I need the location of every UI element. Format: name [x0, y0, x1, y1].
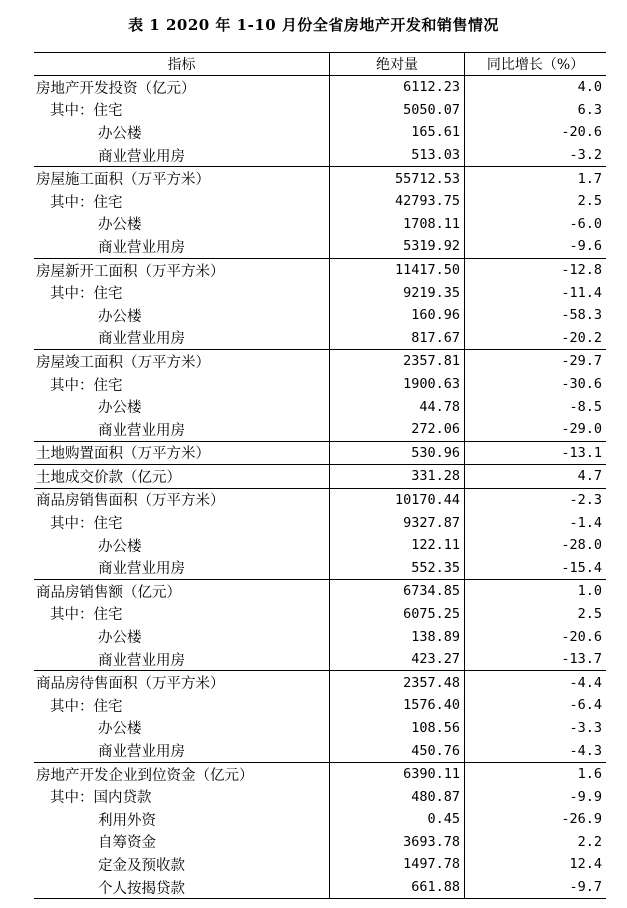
row-growth-value: -9.6	[464, 235, 606, 258]
row-label: 房屋施工面积（万平方米）	[36, 172, 210, 189]
row-absolute-value: 10170.44	[329, 489, 464, 512]
row-absolute-value: 530.96	[329, 442, 464, 465]
row-absolute-value: 9327.87	[329, 511, 464, 534]
row-growth-value: -13.7	[464, 648, 606, 671]
table-row	[34, 327, 606, 351]
table-row	[34, 304, 606, 327]
row-label: 其中：住宅	[50, 698, 123, 715]
table-row	[34, 76, 606, 99]
row-label: 土地成交价款（亿元）	[36, 469, 181, 486]
row-absolute-value: 44.78	[329, 395, 464, 418]
row-growth-value: -15.4	[464, 556, 606, 579]
row-absolute-value: 6390.11	[329, 763, 464, 786]
row-growth-value: -26.9	[464, 808, 606, 831]
row-absolute-value: 552.35	[329, 556, 464, 579]
row-growth-value: -8.5	[464, 395, 606, 418]
row-label: 房地产开发企业到位资金（亿元）	[36, 767, 254, 784]
row-growth-value: -30.6	[464, 373, 606, 396]
row-growth-value: -12.8	[464, 259, 606, 282]
row-growth-value: -29.0	[464, 418, 606, 441]
row-growth-value: -20.2	[464, 327, 606, 350]
row-label: 办公楼	[98, 630, 142, 647]
row-label: 商品房销售面积（万平方米）	[36, 493, 225, 510]
table-row	[34, 511, 606, 534]
row-growth-value: 2.5	[464, 603, 606, 626]
row-growth-value: 1.6	[464, 763, 606, 786]
row-label: 土地购置面积（万平方米）	[36, 446, 210, 463]
row-absolute-value: 6734.85	[329, 580, 464, 603]
row-absolute-value: 6112.23	[329, 76, 464, 99]
table-row	[34, 395, 606, 418]
row-absolute-value: 5050.07	[329, 99, 464, 122]
row-absolute-value: 1576.40	[329, 694, 464, 717]
table-row	[34, 442, 606, 466]
header-growth: 同比增长（%）	[464, 53, 606, 75]
table-row	[34, 785, 606, 808]
table-row	[34, 350, 606, 373]
row-growth-value: -4.4	[464, 671, 606, 694]
table-row	[34, 671, 606, 694]
table-row	[34, 235, 606, 259]
row-absolute-value: 661.88	[329, 876, 464, 899]
row-growth-value: 12.4	[464, 853, 606, 876]
row-absolute-value: 2357.81	[329, 350, 464, 373]
row-growth-value: -11.4	[464, 281, 606, 304]
row-growth-value: -9.9	[464, 785, 606, 808]
row-label: 办公楼	[98, 125, 142, 142]
row-label: 房屋竣工面积（万平方米）	[36, 354, 210, 371]
row-growth-value: 2.2	[464, 831, 606, 854]
data-table	[34, 52, 606, 899]
row-absolute-value: 11417.50	[329, 259, 464, 282]
row-growth-value: 1.0	[464, 580, 606, 603]
row-label: 其中：住宅	[50, 607, 123, 624]
row-label: 其中：住宅	[50, 377, 123, 394]
row-label: 其中：住宅	[50, 286, 123, 303]
table-row	[34, 556, 606, 580]
table-row	[34, 876, 606, 899]
row-absolute-value: 160.96	[329, 304, 464, 327]
row-absolute-value: 138.89	[329, 625, 464, 648]
row-label: 商品房销售额（亿元）	[36, 584, 181, 601]
table-row	[34, 465, 606, 489]
row-absolute-value: 450.76	[329, 739, 464, 762]
row-label: 商业营业用房	[98, 561, 185, 578]
row-absolute-value: 1497.78	[329, 853, 464, 876]
row-label: 其中：国内贷款	[50, 790, 152, 807]
row-absolute-value: 165.61	[329, 121, 464, 144]
row-absolute-value: 42793.75	[329, 190, 464, 213]
row-label: 其中：住宅	[50, 516, 123, 533]
table-row	[34, 603, 606, 626]
row-growth-value: 4.7	[464, 465, 606, 488]
row-absolute-value: 108.56	[329, 717, 464, 740]
table-row	[34, 625, 606, 648]
row-label: 房屋新开工面积（万平方米）	[36, 263, 225, 280]
row-growth-value: -58.3	[464, 304, 606, 327]
row-absolute-value: 3693.78	[329, 831, 464, 854]
table-row	[34, 717, 606, 740]
row-label: 定金及预收款	[98, 857, 185, 874]
row-absolute-value: 817.67	[329, 327, 464, 350]
row-growth-value: 2.5	[464, 190, 606, 213]
table-row	[34, 190, 606, 213]
table-row	[34, 808, 606, 831]
table-row	[34, 213, 606, 236]
table-row	[34, 580, 606, 603]
row-label: 商业营业用房	[98, 331, 185, 348]
row-absolute-value: 272.06	[329, 418, 464, 441]
row-growth-value: -1.4	[464, 511, 606, 534]
row-growth-value: -13.1	[464, 442, 606, 465]
row-growth-value: -20.6	[464, 625, 606, 648]
table-row	[34, 763, 606, 786]
row-label: 自筹资金	[98, 835, 156, 852]
row-label: 商业营业用房	[98, 148, 185, 165]
row-absolute-value: 2357.48	[329, 671, 464, 694]
row-growth-value: -3.2	[464, 144, 606, 167]
row-absolute-value: 423.27	[329, 648, 464, 671]
row-absolute-value: 9219.35	[329, 281, 464, 304]
table-row	[34, 259, 606, 282]
row-label: 其中：住宅	[50, 103, 123, 120]
table-row	[34, 489, 606, 512]
row-label: 利用外资	[98, 812, 156, 829]
row-label: 办公楼	[98, 308, 142, 325]
row-growth-value: 1.7	[464, 167, 606, 190]
table-header	[34, 53, 606, 76]
table-row	[34, 99, 606, 122]
row-growth-value: -2.3	[464, 489, 606, 512]
row-absolute-value: 513.03	[329, 144, 464, 167]
table-row	[34, 281, 606, 304]
row-label: 商业营业用房	[98, 652, 185, 669]
table-row	[34, 534, 606, 557]
row-label: 办公楼	[98, 721, 142, 738]
header-absolute: 绝对量	[329, 53, 464, 75]
row-label: 其中：住宅	[50, 194, 123, 211]
table-row	[34, 831, 606, 854]
table-body	[34, 76, 606, 898]
row-absolute-value: 5319.92	[329, 235, 464, 258]
table-row	[34, 853, 606, 876]
table-row	[34, 167, 606, 190]
table-title: 表 1 2020 年 1-10 月份全省房地产开发和销售情况	[128, 16, 499, 34]
row-growth-value: -29.7	[464, 350, 606, 373]
row-absolute-value: 331.28	[329, 465, 464, 488]
row-growth-value: -6.4	[464, 694, 606, 717]
table-row	[34, 739, 606, 763]
row-absolute-value: 1900.63	[329, 373, 464, 396]
row-growth-value: 6.3	[464, 99, 606, 122]
table-row	[34, 694, 606, 717]
row-growth-value: -6.0	[464, 213, 606, 236]
row-growth-value: -4.3	[464, 739, 606, 762]
table-row	[34, 373, 606, 396]
row-growth-value: -9.7	[464, 876, 606, 899]
row-absolute-value: 55712.53	[329, 167, 464, 190]
table-row	[34, 144, 606, 168]
row-label: 商业营业用房	[98, 239, 185, 256]
row-growth-value: 4.0	[464, 76, 606, 99]
row-label: 办公楼	[98, 217, 142, 234]
row-label: 商品房待售面积（万平方米）	[36, 676, 225, 693]
row-absolute-value: 1708.11	[329, 213, 464, 236]
row-growth-value: -3.3	[464, 717, 606, 740]
row-absolute-value: 0.45	[329, 808, 464, 831]
table-row	[34, 418, 606, 442]
table-row	[34, 648, 606, 672]
row-label: 办公楼	[98, 538, 142, 555]
row-label: 办公楼	[98, 400, 142, 417]
row-absolute-value: 480.87	[329, 785, 464, 808]
row-growth-value: -20.6	[464, 121, 606, 144]
row-absolute-value: 122.11	[329, 534, 464, 557]
row-growth-value: -28.0	[464, 534, 606, 557]
row-label: 房地产开发投资（亿元）	[36, 80, 196, 97]
table-row	[34, 121, 606, 144]
row-label: 个人按揭贷款	[98, 880, 185, 897]
row-label: 商业营业用房	[98, 422, 185, 439]
row-absolute-value: 6075.25	[329, 603, 464, 626]
row-label: 商业营业用房	[98, 744, 185, 761]
header-indicator: 指标	[167, 57, 196, 73]
